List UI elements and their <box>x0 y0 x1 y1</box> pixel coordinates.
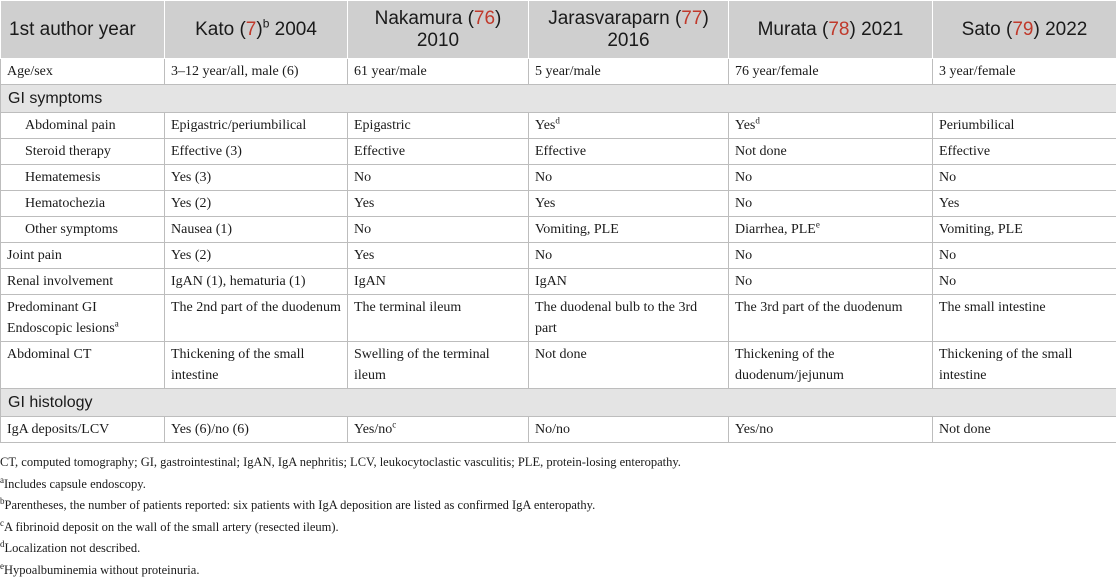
footnote-marker: d <box>555 115 560 125</box>
row-label: Other symptoms <box>1 217 165 243</box>
footnote-abbreviations: CT, computed tomography; GI, gastrointestinal; IgAN, IgA nephritis; LCV, leukocytoclastic vasculitis; PLE, protein-losing enteropathy. <box>0 452 1116 474</box>
table-cell: Thickening of the small intestine <box>933 342 1116 389</box>
table-cell: Thickening of the duodenum/jejunum <box>729 342 933 389</box>
reference-link[interactable]: 79 <box>1012 19 1033 40</box>
header-row <box>1 1 1116 59</box>
row-age-sex <box>1 59 1116 85</box>
row-label: Abdominal pain <box>1 113 165 139</box>
footnote-b: $^b$Parentheses, the number of patients reported: six patients with IgA deposition are listed as confirmed IgA enteropathy. <box>0 495 1116 517</box>
table-cell: Yes (6)/no (6) <box>165 417 348 443</box>
table-footnotes <box>0 452 1116 581</box>
table-cell: Effective <box>529 139 729 165</box>
table-cell: 76 year/female <box>729 59 933 85</box>
table-cell: Yes <box>348 191 529 217</box>
row-label: Joint pain <box>1 243 165 269</box>
table-cell: The duodenal bulb to the 3rd part <box>529 295 729 342</box>
table-cell: Vomiting, PLE <box>933 217 1116 243</box>
table-cell: Yes <box>933 191 1116 217</box>
table-cell: The 3rd part of the duodenum <box>729 295 933 342</box>
footnote-marker: d <box>755 115 760 125</box>
table-cell: No <box>729 191 933 217</box>
table-cell: 3 year/female <box>933 59 1116 85</box>
row-iga-deposits-lcv <box>1 417 1116 443</box>
table-cell: No/no <box>529 417 729 443</box>
table-cell: Nausea (1) <box>165 217 348 243</box>
table-cell: Periumbilical <box>933 113 1116 139</box>
header-study-kato: Kato $(7)^b$ 2004 <box>165 1 348 59</box>
table-cell: Not done <box>729 139 933 165</box>
row-label: Abdominal CT <box>1 342 165 389</box>
row-endoscopic-lesions <box>1 295 1116 342</box>
row-label: Steroid therapy <box>1 139 165 165</box>
row-joint-pain <box>1 243 1116 269</box>
section-gi-symptoms <box>1 85 1116 113</box>
section-gi-histology <box>1 389 1116 417</box>
table-cell: IgAN <box>348 269 529 295</box>
table-cell: No <box>348 217 529 243</box>
table-cell: No <box>933 243 1116 269</box>
table-cell: 5 year/male <box>529 59 729 85</box>
table-cell: IgAN <box>529 269 729 295</box>
table-cell: Yes (3) <box>165 165 348 191</box>
row-hematochezia <box>1 191 1116 217</box>
table-cell: No <box>933 269 1116 295</box>
row-hematemesis <box>1 165 1116 191</box>
table-cell: Yes (2) <box>165 191 348 217</box>
table-cell: Not done <box>933 417 1116 443</box>
table-cell: Diarrhea, PLE$^e$ <box>729 217 933 243</box>
table-cell: IgAN (1), hematuria (1) <box>165 269 348 295</box>
row-label: Predominant GI Endoscopic lesions$^a$ <box>1 295 165 342</box>
header-first-author-year: 1st author year <box>1 1 165 59</box>
row-steroid-therapy <box>1 139 1116 165</box>
table-cell: 3–12 year/all, male (6) <box>165 59 348 85</box>
header-study-nakamura: Nakamura (76) 2010 <box>348 1 529 59</box>
table-cell: Yes$^d$ <box>729 113 933 139</box>
header-study-sato: Sato (79) 2022 <box>933 1 1116 59</box>
table-cell: The small intestine <box>933 295 1116 342</box>
table-cell: Not done <box>529 342 729 389</box>
footnote-e: $^e$Hypoalbuminemia without proteinuria. <box>0 560 1116 581</box>
table-cell: No <box>729 165 933 191</box>
table-cell: Effective <box>933 139 1116 165</box>
row-label: IgA deposits/LCV <box>1 417 165 443</box>
footnote-marker: c <box>392 419 396 429</box>
table-cell: Effective <box>348 139 529 165</box>
row-renal-involvement <box>1 269 1116 295</box>
table-cell: Epigastric/periumbilical <box>165 113 348 139</box>
section-label: GI symptoms <box>1 85 1116 113</box>
table-cell: Yes$^d$ <box>529 113 729 139</box>
table-cell: Yes (2) <box>165 243 348 269</box>
footnote-a: $^a$Includes capsule endoscopy. <box>0 474 1116 496</box>
table-cell: Yes <box>348 243 529 269</box>
table-cell: The 2nd part of the duodenum <box>165 295 348 342</box>
header-study-murata: Murata (78) 2021 <box>729 1 933 59</box>
row-label: Hematochezia <box>1 191 165 217</box>
table-cell: The terminal ileum <box>348 295 529 342</box>
section-label: GI histology <box>1 389 1116 417</box>
table-cell: No <box>729 243 933 269</box>
reference-link[interactable]: 76 <box>474 8 495 29</box>
table-cell: No <box>729 269 933 295</box>
table-cell: Swelling of the terminal ileum <box>348 342 529 389</box>
table-cell: No <box>529 243 729 269</box>
table-cell: Thickening of the small intestine <box>165 342 348 389</box>
table-cell: No <box>348 165 529 191</box>
row-abdominal-pain <box>1 113 1116 139</box>
table-cell: Yes/no <box>729 417 933 443</box>
footnote-marker: a <box>115 318 119 328</box>
row-other-symptoms <box>1 217 1116 243</box>
reference-link[interactable]: 78 <box>828 19 849 40</box>
header-study-jarasvaraparn: Jarasvaraparn (77) 2016 <box>529 1 729 59</box>
table-cell: Effective (3) <box>165 139 348 165</box>
reference-link[interactable]: 7 <box>246 19 257 40</box>
row-label: Age/sex <box>1 59 165 85</box>
row-abdominal-ct <box>1 342 1116 389</box>
table-cell: 61 year/male <box>348 59 529 85</box>
reference-link[interactable]: 77 <box>681 8 702 29</box>
row-label: Hematemesis <box>1 165 165 191</box>
table-cell: No <box>529 165 729 191</box>
table-cell: Yes <box>529 191 729 217</box>
footnote-marker: e <box>816 219 820 229</box>
row-label: Renal involvement <box>1 269 165 295</box>
table-cell: Vomiting, PLE <box>529 217 729 243</box>
table-cell: No <box>933 165 1116 191</box>
footnote-c: $^c$A fibrinoid deposit on the wall of the small artery (resected ileum). <box>0 517 1116 539</box>
footnote-d: $^d$Localization not described. <box>0 538 1116 560</box>
table-cell: Yes/$no^c$ <box>348 417 529 443</box>
table-cell: Epigastric <box>348 113 529 139</box>
